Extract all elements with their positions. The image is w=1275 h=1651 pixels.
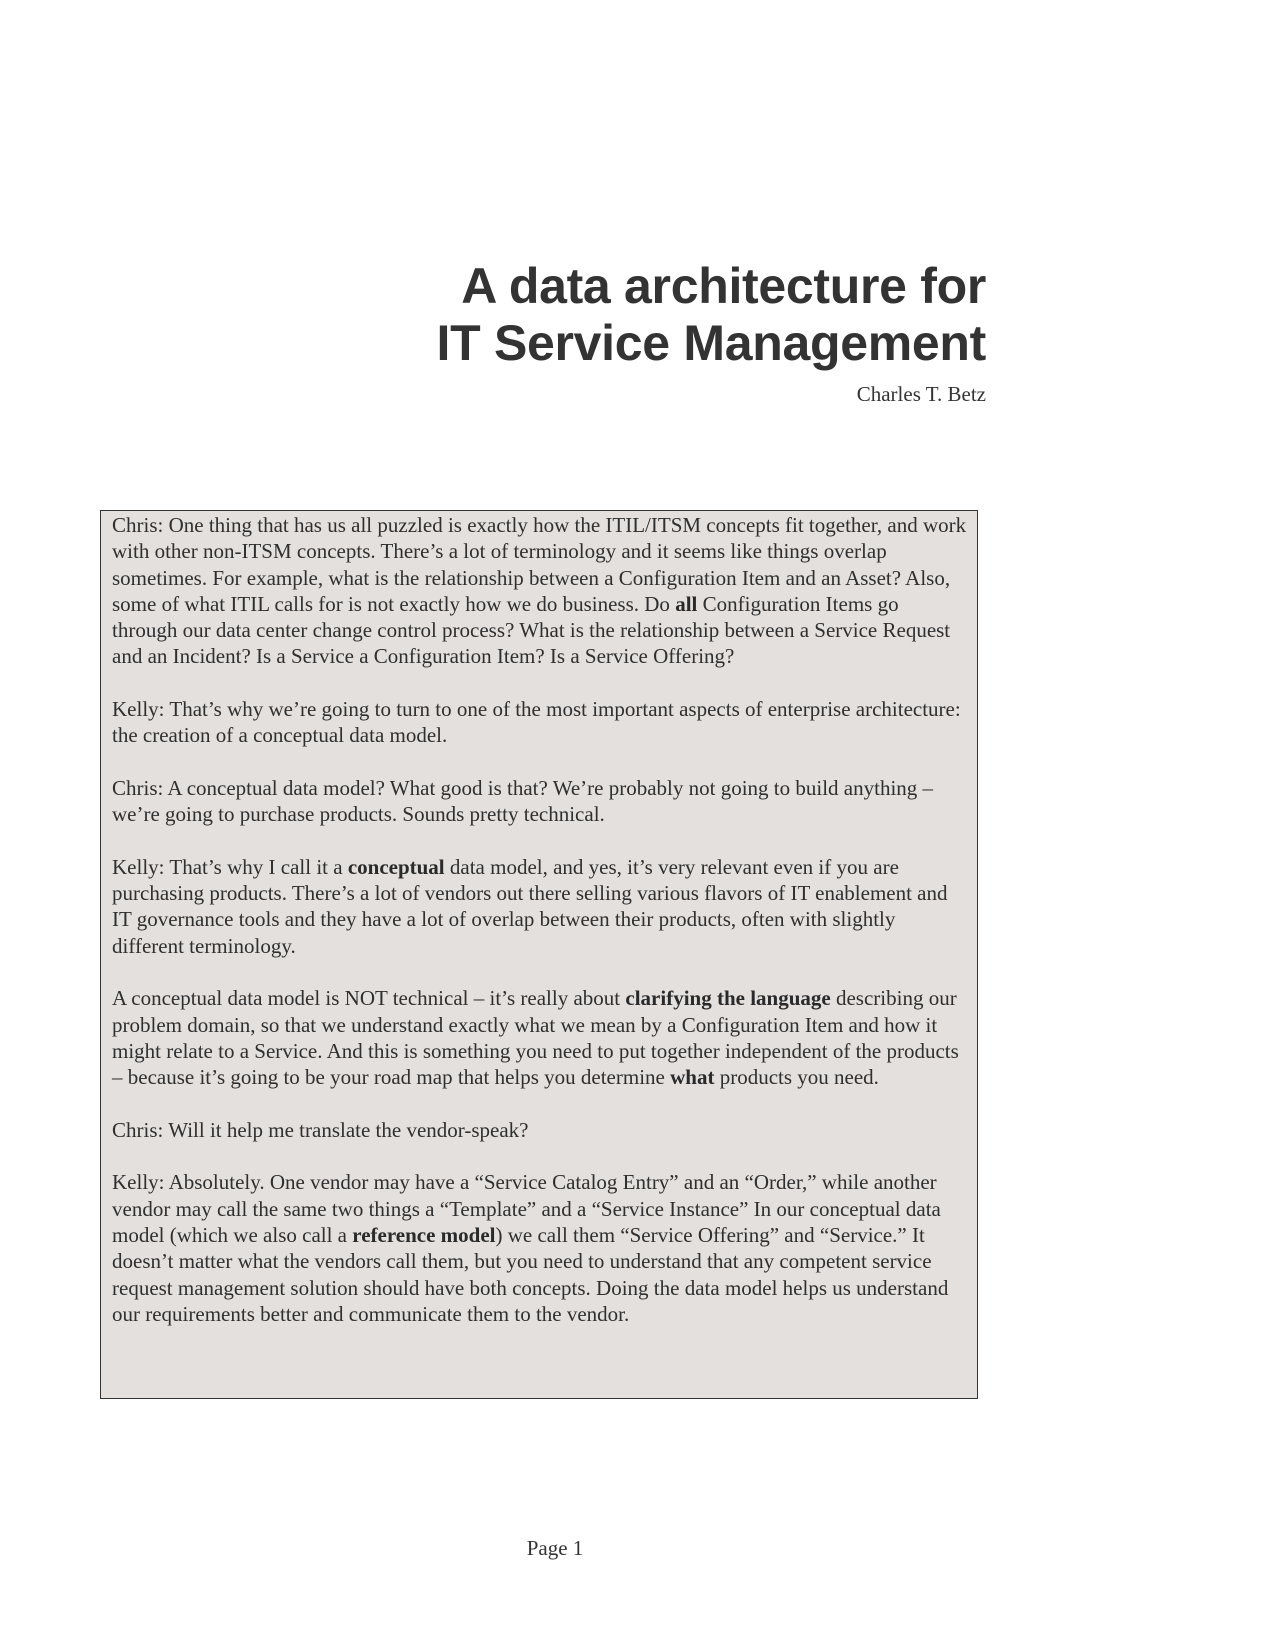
emphasis-text: what [670,1065,715,1090]
emphasis-text: reference model [352,1223,496,1248]
dialogue-text: Kelly: That’s why I call it a [112,854,348,879]
author-name: Charles T. Betz [856,382,986,406]
dialogue-text: ) we call them “Service Offering” and “Service.” It doesn’t matter what the vendors call them, but you need to understand that any competent service request management solution should have both concepts. Doing the data model helps us understand our requirements better and communicate them to the vendor. [112,1223,949,1326]
title-block [437,258,986,407]
page-number: Page 1 [526,1536,584,1560]
dialogue-text: Chris: One thing that has us all puzzled is exactly how the ITIL/ITSM concepts fit together, and work with other non-ITSM concepts. There’s a lot of terminology and it seems like things overlap sometimes. For example, what is the relationship between a Configuration Item and an Asset? Also, some of what ITIL calls for is not exactly how we do business. Do [112,513,967,616]
dialogue-box [100,510,978,1399]
dialogue-text: Kelly: Absolutely. One vendor may have a “Service Catalog Entry” and an “Order,” while another vendor may call the same two things a “Template” and a “Service Instance” In our conceptual data model (which we also call a [112,1170,941,1248]
dialogue-text: data model, and yes, it’s very relevant even if you are purchasing products. There’s a lot of vendors out there selling various flavors of IT enablement and IT governance tools and they have a lot of overlap between their products, often with slightly different terminology. [112,854,948,958]
dialogue-paragraph [112,775,967,828]
document-title-line-2: IT Service Management [436,315,986,371]
document-title-line-1: A data architecture for [461,258,986,314]
emphasis-text: clarifying the language [625,986,831,1011]
dialogue-paragraph [112,696,967,749]
dialogue-paragraph [112,854,967,959]
dialogue-paragraph [112,512,967,670]
dialogue-paragraph [112,985,967,1090]
dialogue-paragraph [112,1117,967,1143]
dialogue-paragraph [112,1169,967,1327]
emphasis-text: conceptual [347,854,445,879]
dialogue-text: A conceptual data model is NOT technical – it’s really about [112,986,626,1011]
dialogue-text: describing our problem domain, so that we understand exactly what we mean by a Configuration Item and how it might relate to a Service. And this is something you need to put together independent of the products – because it’s going to be your road map that helps you determine [112,986,959,1090]
dialogue-text: Kelly: That’s why we’re going to turn to one of the most important aspects of enterprise architecture: the creation of a conceptual data model. [112,697,961,748]
dialogue-text: products you need. [714,1065,879,1090]
dialogue-text: Configuration Items go through our data center change control process? What is the relationship between a Service Request and an Incident? Is a Service a Configuration Item? Is a Service Offering? [112,591,951,669]
emphasis-text: all [675,591,698,616]
dialogue-text: Chris: Will it help me translate the vendor-speak? [112,1117,529,1142]
dialogue-text: Chris: A conceptual data model? What good is that? We’re probably not going to build anything – we’re going to purchase products. Sounds pretty technical. [112,775,934,827]
